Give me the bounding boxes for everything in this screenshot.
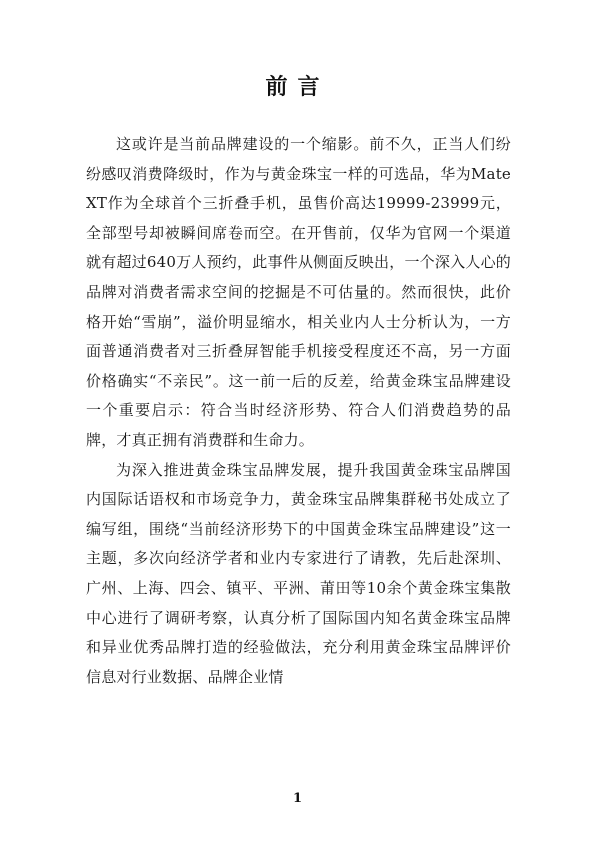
body-text <box>86 130 511 692</box>
paragraph-2: 为深入推进黄金珠宝品牌发展，提升我国黄金珠宝品牌国内国际话语权和市场竞争力，黄金珠宝品牌集群秘书处成立了编写组，围绕“当前经济形势下的中国黄金珠宝品牌建设”这一主题，多次向经济学者和业内专家进行了请教，先后赴深圳、广州、上海、四会、镇平、平洲、莆田等10余个黄金珠宝集散中心进行了调研考察，认真分析了国际国内知名黄金珠宝品牌和异业优秀品牌打造的经验做法，充分利用黄金珠宝品牌评价信息对行业数据、品牌企业情 <box>86 460 511 686</box>
page-title: 前言 <box>265 75 330 100</box>
page-number: 1 <box>292 791 303 806</box>
paragraph-1: 这或许是当前品牌建设的一个缩影。前不久，正当人们纷纷感叹消费降级时，作为与黄金珠宝一样的可选品，华为Mate XT作为全球首个三折叠手机，虽售价高达19999-23999元，全部型号却被瞬间席卷而空。在开售前，仅华为官网一个渠道就有超过640万人预约，此事件从侧面反映出，一个深入人心的品牌对消费者需求空间的挖掘是不可估量的。然而很快，此价格开始“雪崩”，溢价明显缩水，相关业内人士分析认为，一方面普通消费者对三折叠屏智能手机接受程度还不高，另一方面价格确实“不亲民”。这一前一后的反差，给黄金珠宝品牌建设一个重要启示：符合当时经济形势、符合人们消费趋势的品牌，才真正拥有消费群和生命力。 <box>86 135 511 449</box>
